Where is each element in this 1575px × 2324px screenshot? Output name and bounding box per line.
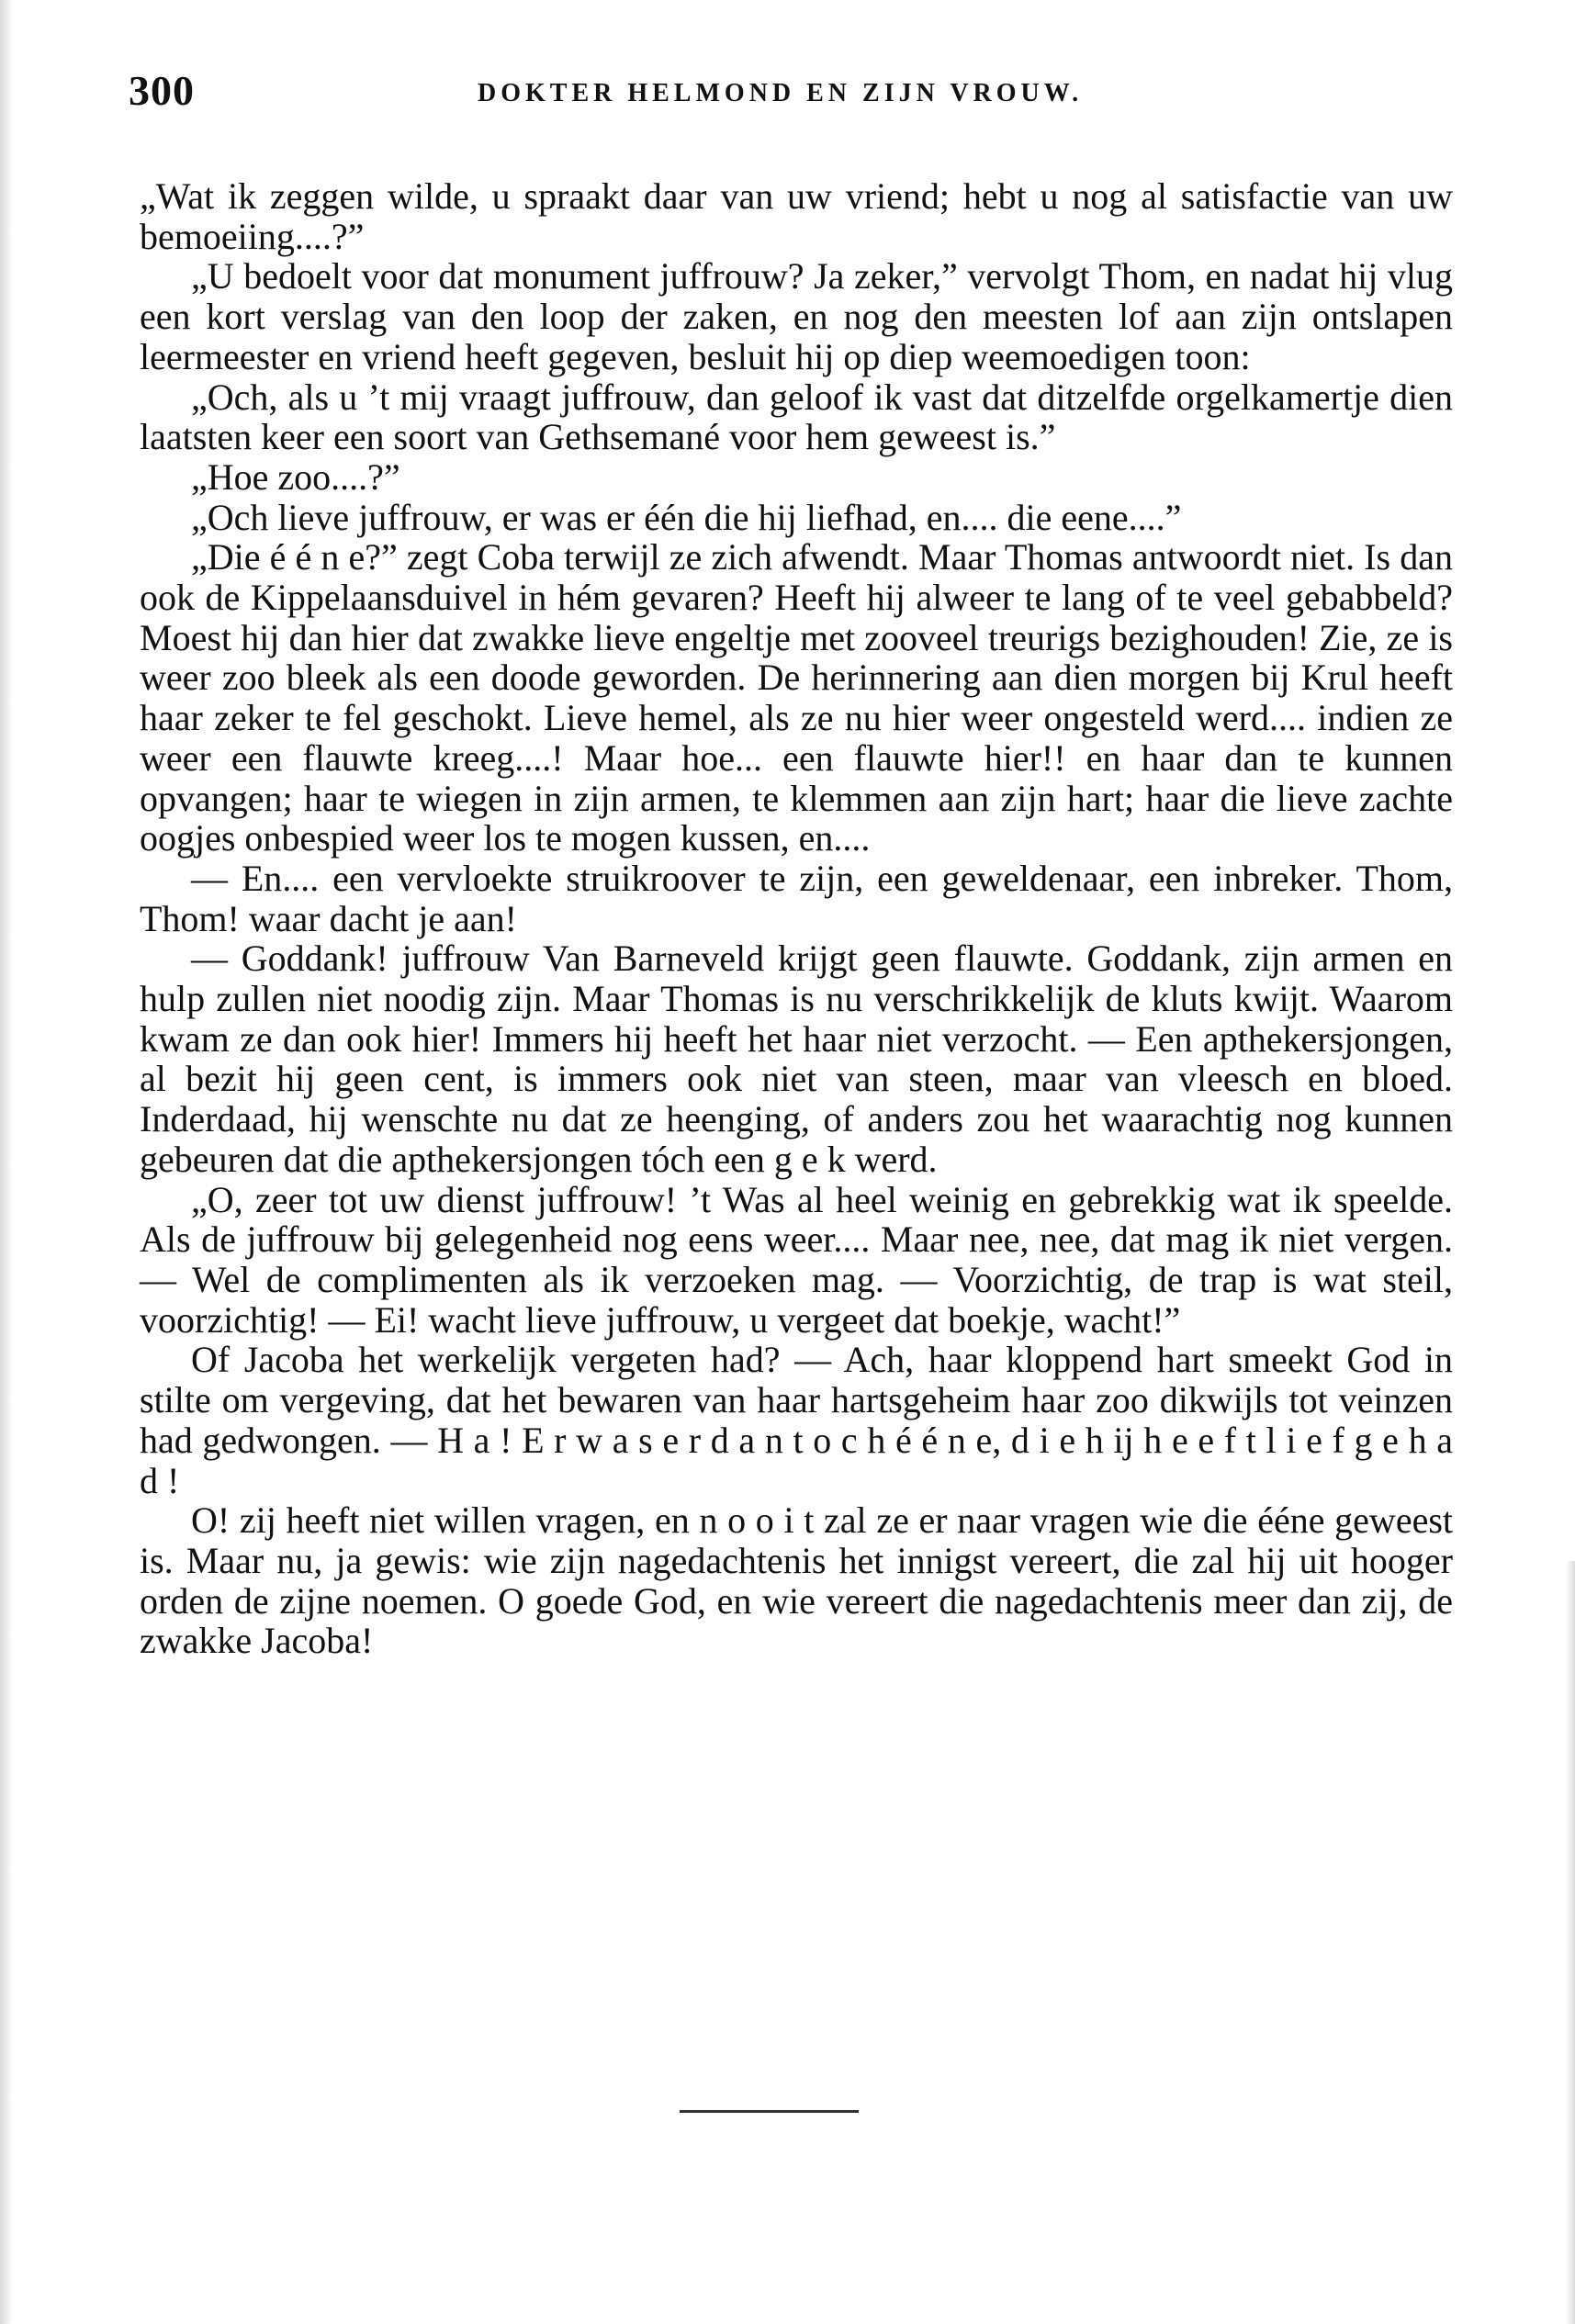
- paragraph-4: „Hoe zoo....?”: [191, 455, 400, 498]
- paragraph-7: — En.... een vervloekte struikroover te zijn, een geweldenaar, een inbreker. Thom, Thom! waar dacht je aan!: [140, 857, 1453, 939]
- body-text: [140, 176, 1453, 1661]
- paragraph-2: „U bedoelt voor dat monument juffrouw? Ja zeker,” vervolgt Thom, en nadat hij vlug een kort verslag van den loop der zaken, en nog den meesten lof aan zijn ontslapen leermeester en vriend heeft gegeven, besluit hij op diep weemoedigen toon:: [140, 255, 1453, 377]
- paragraph-9: „O, zeer tot uw dienst juffrouw! ’t Was al heel weinig en gebrekkig wat ik speelde. Als de juffrouw bij gelegenheid nog eens weer.... Maar nee, nee, dat mag ik niet vergen. — Wel de complimenten als ik verzoeken mag. — Voorzichtig, de trap is wat steil, voorzichtig! — Ei! wacht lieve juffrouw, u vergeet dat boekje, wacht!”: [140, 1178, 1453, 1341]
- paragraph-8: — Goddank! juffrouw Van Barneveld krijgt geen flauwte. Goddank, zijn armen en hulp zullen niet noodig zijn. Maar Thomas is nu verschrikkelijk de kluts kwijt. Waarom kwam ze dan ook hier! Immers hij heeft het haar niet verzocht. — Een apthekersjongen, al bezit hij geen cent, is immers ook niet van steen, maar van vleesch en bloed. Inderdaad, hij wenschte nu dat ze heenging, of anders zou het waarachtig nog kunnen gebeuren dat die apthekersjongen tóch een g e k werd.: [140, 937, 1453, 1180]
- paragraph-3: „Och, als u ’t mij vraagt juffrouw, dan geloof ik vast dat ditzelfde orgelkamertje dien laatsten keer een soort van Gethsemané voor hem geweest is.”: [140, 376, 1453, 458]
- paragraph-5: „Och lieve juffrouw, er was er één die hij liefhad, en.... die eene....”: [191, 496, 1182, 538]
- running-head: [129, 66, 1460, 121]
- chapter-end-rule: [680, 2110, 859, 2113]
- paragraph-6: „Die é é n e?” zegt Coba terwijl ze zich afwendt. Maar Thomas antwoordt niet. Is dan ook de Kippelaansduivel in hém gevaren? Heeft hij alweer te lang of te veel gebabbeld? Moest hij dan hier dat zwakke lieve engeltje met zooveel treurigs bezighouden! Zie, ze is weer zoo bleek als een doode geworden. De herinnering aan dien morgen bij Krul heeft haar zeker te fel geschokt. Lieve hemel, als ze nu hier weer ongesteld werd.... indien ze weer een flauwte kreeg....! Maar hoe... een flauwte hier!! en haar dan te kunnen opvangen; haar te wiegen in zijn armen, te klemmen aan zijn hart; haar die lieve zachte oogjes onbespied weer los te mogen kussen, en....: [140, 536, 1453, 859]
- paragraph-10: Of Jacoba het werkelijk vergeten had? — Ach, haar kloppend hart smeekt God in stilte om vergeving, dat het bewaren van haar hartsgeheim haar zoo dikwijls tot veinzen had gedwongen. — H a ! E r w a s e r d a n t o c h é é n e, d i e h ij h e e f t l i e f g e h a d !: [140, 1339, 1453, 1501]
- scan-edge-right: [1566, 1561, 1575, 2324]
- page-number: 300: [129, 67, 195, 114]
- paragraph-11: O! zij heeft niet willen vragen, en n o o i t zal ze er naar vragen wie die ééne geweest is. Maar nu, ja gewis: wie zijn nagedachtenis het innigst vereert, die zal hij uit hooger orden de zijne noemen. O goede God, en wie vereert die nagedachtenis meer dan zij, de zwakke Jacoba!: [140, 1499, 1453, 1662]
- running-title: DOKTER HELMOND EN ZIJN VROUW.: [478, 79, 1084, 107]
- scan-edge-left: [0, 0, 13, 2324]
- paragraph-1: „Wat ik zeggen wilde, u spraakt daar van uw vriend; hebt u nog al satisfactie van uw bemoeiing....?”: [140, 175, 1453, 257]
